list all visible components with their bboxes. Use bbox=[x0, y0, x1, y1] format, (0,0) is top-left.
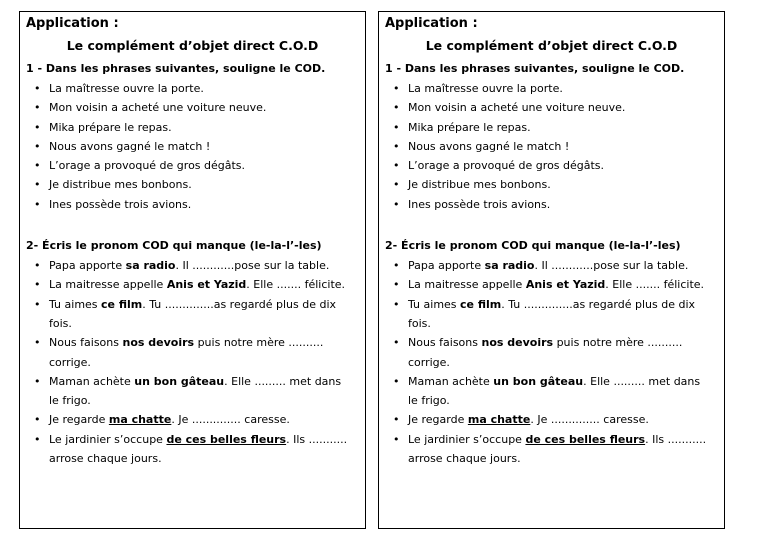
exercise2-title: 2- Écris le pronom COD qui manque (le-la-l’-les) bbox=[385, 239, 681, 253]
list-item: • Nous faisons nos devoirs puis notre mère .......... corrige. bbox=[26, 333, 359, 372]
exercise2-list bbox=[385, 256, 718, 468]
list-item: • Mon voisin a acheté une voiture neuve. bbox=[26, 98, 359, 117]
list-item: • Le jardinier s’occupe de ces belles fleurs. Ils ........... arrose chaque jours. bbox=[26, 430, 359, 469]
list-item: • Tu aimes ce film. Tu ..............as regardé plus de dix fois. bbox=[26, 295, 359, 334]
exercise1-title: 1 - Dans les phrases suivantes, souligne le COD. bbox=[385, 62, 685, 75]
worksheet-title: Le complément d’objet direct C.O.D bbox=[425, 38, 678, 53]
list-item: • Papa apporte sa radio. Il ............pose sur la table. bbox=[26, 256, 359, 275]
exercise2-title: 2- Écris le pronom COD qui manque (le-la-l’-les) bbox=[26, 239, 322, 253]
list-item: • Maman achète un bon gâteau. Elle ......... met dans le frigo. bbox=[385, 372, 718, 411]
list-item: • Maman achète un bon gâteau. Elle ......... met dans le frigo. bbox=[26, 372, 359, 411]
worksheet-right bbox=[378, 11, 725, 529]
list-item: • Mon voisin a acheté une voiture neuve. bbox=[385, 98, 718, 117]
list-item: • Nous avons gagné le match ! bbox=[26, 137, 359, 156]
list-item: • Ines possède trois avions. bbox=[26, 195, 359, 214]
list-item: • Tu aimes ce film. Tu ..............as regardé plus de dix fois. bbox=[385, 295, 718, 334]
list-item: • La maitresse appelle Anis et Yazid. Elle ....... félicite. bbox=[26, 275, 359, 294]
worksheet-left bbox=[19, 11, 366, 529]
exercise1-title: 1 - Dans les phrases suivantes, souligne le COD. bbox=[26, 62, 326, 75]
list-item: • La maîtresse ouvre la porte. bbox=[26, 79, 359, 98]
list-item: • Je regarde ma chatte. Je .............. caresse. bbox=[26, 410, 359, 429]
list-item: • Mika prépare le repas. bbox=[385, 118, 718, 137]
list-item: • L’orage a provoqué de gros dégâts. bbox=[385, 156, 718, 175]
worksheet-title: Le complément d’objet direct C.O.D bbox=[66, 38, 319, 53]
list-item: • Papa apporte sa radio. Il ............pose sur la table. bbox=[385, 256, 718, 275]
exercise1-list bbox=[385, 79, 718, 214]
list-item: • L’orage a provoqué de gros dégâts. bbox=[26, 156, 359, 175]
list-item: • La maîtresse ouvre la porte. bbox=[385, 79, 718, 98]
list-item: • Nous avons gagné le match ! bbox=[385, 137, 718, 156]
application-heading: Application : bbox=[26, 16, 119, 31]
list-item: • Mika prépare le repas. bbox=[26, 118, 359, 137]
list-item: • La maitresse appelle Anis et Yazid. Elle ....... félicite. bbox=[385, 275, 718, 294]
exercise1-list bbox=[26, 79, 359, 214]
exercise2-list bbox=[26, 256, 359, 468]
list-item: • Je distribue mes bonbons. bbox=[385, 175, 718, 194]
application-heading: Application : bbox=[385, 16, 478, 31]
list-item: • Nous faisons nos devoirs puis notre mère .......... corrige. bbox=[385, 333, 718, 372]
list-item: • Le jardinier s’occupe de ces belles fleurs. Ils ........... arrose chaque jours. bbox=[385, 430, 718, 469]
list-item: • Je distribue mes bonbons. bbox=[26, 175, 359, 194]
list-item: • Je regarde ma chatte. Je .............. caresse. bbox=[385, 410, 718, 429]
list-item: • Ines possède trois avions. bbox=[385, 195, 718, 214]
